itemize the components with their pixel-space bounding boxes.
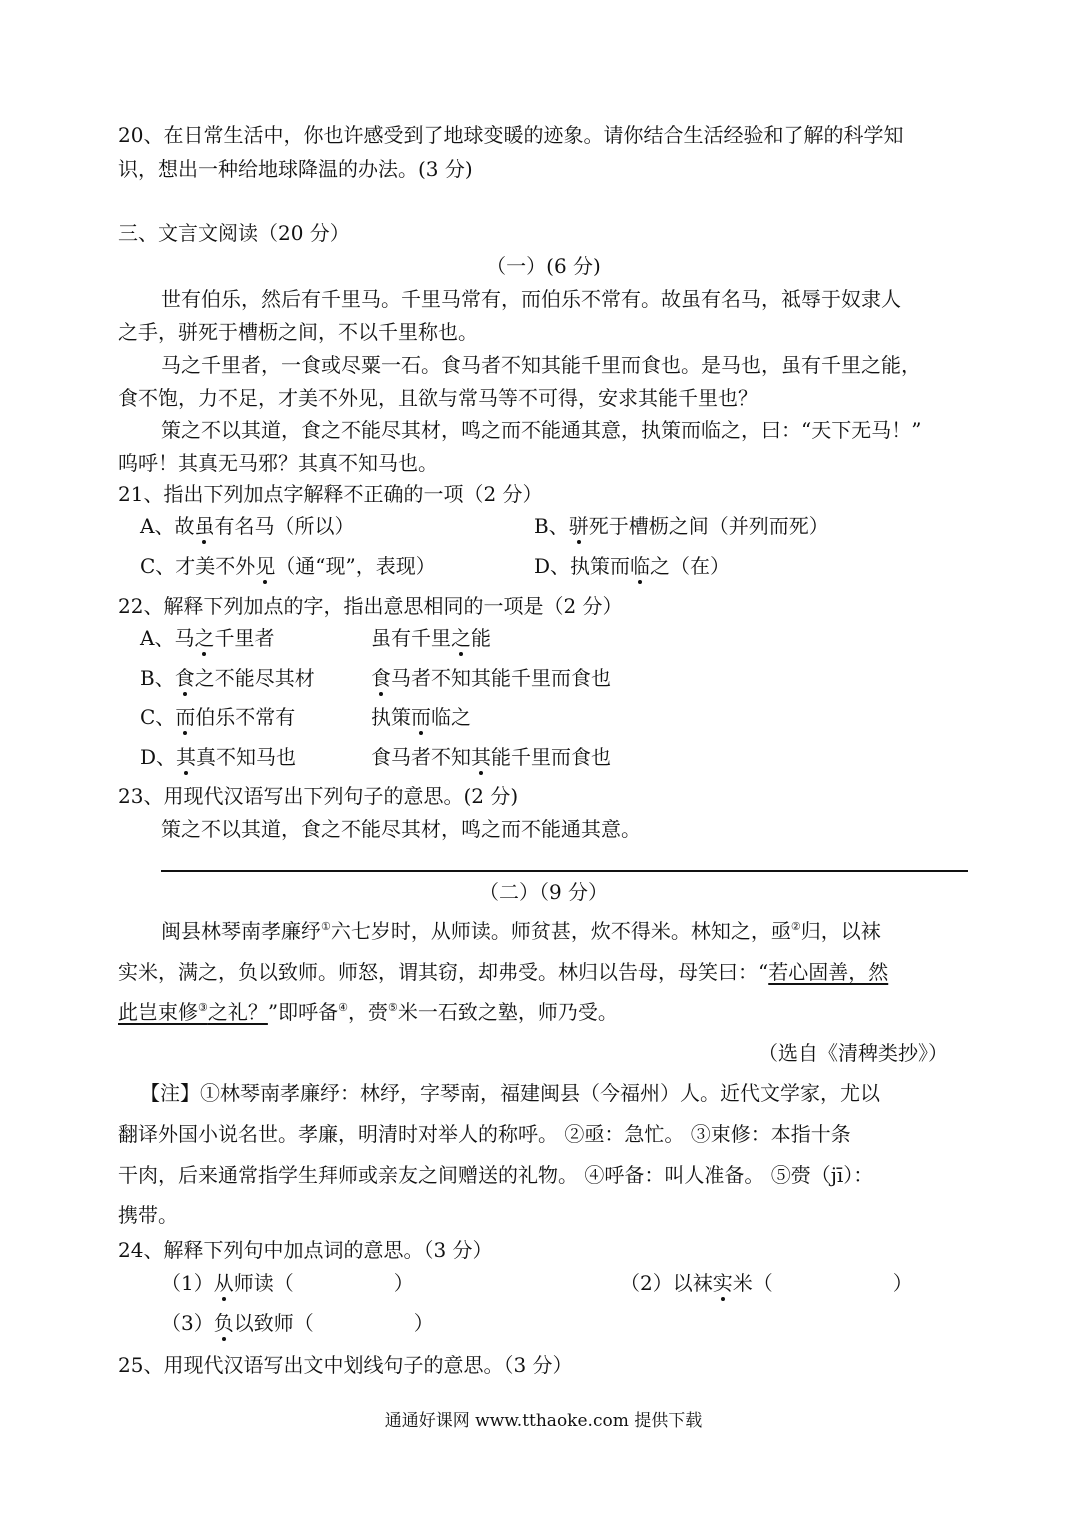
q22-stem: 22、解释下列加点的字，指出意思相同的一项是（2 分） [118,594,623,618]
q22-text: 马者不知其能千里而食也 [391,666,611,690]
q22-a-right [371,626,491,650]
q22-text: 临之 [431,705,471,729]
emphasis-dot-char: 而 [411,705,431,729]
footnote-marker: ③ [198,1001,208,1014]
emphasis-dot-char: 其 [176,745,197,769]
q22-text: 能 [471,626,491,650]
q21-b-text: B、 [534,514,569,538]
part2-line-3 [118,1000,618,1024]
q22-a-left [140,626,274,650]
part2-line-2 [118,960,888,984]
q22-text: D、 [140,745,177,769]
q21-b-text-2: 死于槽枥之间（并列而死） [588,514,829,538]
section-divider [161,870,968,872]
q22-text: 之不能尽其材 [194,666,315,690]
emphasis-dot-char: 虽 [194,514,215,538]
q22-c-left [140,705,295,729]
passage-text: 实米，满之，负以致师。师怒，谓其窃，却弗受。林归以告母，母笑曰：“ [118,960,769,984]
q23-sentence: 策之不以其道，食之不能尽其材，鸣之而不能通其意。 [161,817,641,841]
passage-text: ，赍 [347,1000,388,1024]
q22-b-right [371,666,611,690]
q22-text: 食马者不知 [371,745,471,769]
source-citation: （选自《清稗类抄》） [758,1041,948,1065]
footnote-marker: ② [790,920,801,933]
q22-b-left [140,666,315,690]
emphasis-dot-char: 临 [630,554,651,578]
footnote-marker: ① [321,920,331,933]
q21-d-text-2: 之（在） [650,554,731,578]
footnote-marker: ④ [338,1001,348,1014]
q22-text: 伯乐不常有 [195,705,296,729]
q21-stem: 21、指出下列加点字解释不正确的一项（2 分） [118,482,543,506]
part1-p1-line2: 之手，骈死于槽枥之间，不以千里称也。 [118,320,478,344]
q20-line-2: 识，想出一种给地球降温的办法。(3 分) [118,157,473,181]
passage-text: 米一石致之塾，师乃受。 [397,1000,618,1024]
passage-text: 闽县林琴南孝廉纾 [161,919,321,943]
part1-p2-line2: 食不饱，力不足，才美不外见，且欲与常马等不可得，安求其能千里也？ [118,386,758,410]
emphasis-dot-char: 负 [213,1311,234,1335]
part1-p3-line1: 策之不以其道，食之不能尽其材，鸣之而不能通其意，执策而临之，曰：“天下无马！” [161,418,922,442]
emphasis-dot-char: 食 [371,666,391,690]
q21-c-text-2: （通“现”，表现） [275,554,436,578]
note-line-3: 干肉，后来通常指学生拜师或亲友之间赠送的礼物。 ④呼备：叫人准备。 ⑤赍（jī）： [118,1163,874,1187]
q24-text: （1） [161,1271,214,1295]
emphasis-dot-char: 之 [451,626,471,650]
passage-text: ”即呼备 [267,1000,339,1024]
part1-p3-line2: 呜呼！其真无马邪？其真不知马也。 [118,451,438,475]
note-line-4: 携带。 [118,1203,178,1227]
q25-stem: 25、用现代汉语写出文中划线句子的意思。（3 分） [118,1353,573,1377]
q21-d-text: D、执策而 [534,554,631,578]
part2-line-1 [161,919,881,943]
q24-text: 以致师（ ） [233,1311,434,1335]
q22-text: 千里者 [214,626,275,650]
q20-line-1: 20、在日常生活中，你也许感受到了地球变暖的迹象。请你结合生活经验和了解的科学知 [118,123,904,147]
q22-d-right [371,745,611,769]
q24-stem: 24、解释下列句中加点词的意思。（3 分） [118,1238,493,1262]
q24-item-1 [161,1271,414,1295]
footnote-marker: ⑤ [387,1001,398,1014]
q21-option-b [534,514,829,538]
emphasis-dot-char: 见 [255,554,276,578]
emphasis-dot-char: 从 [213,1271,234,1295]
part2-heading: （二）（9 分） [478,880,609,904]
q24-text: （3） [161,1311,214,1335]
emphasis-dot-char: 骈 [568,514,589,538]
q23-stem: 23、用现代汉语写出下列句子的意思。(2 分) [118,784,519,808]
q21-option-a [140,514,354,538]
part1-heading: （一）(6 分) [486,254,601,278]
q22-c-right [371,705,471,729]
q24-text: 师读（ ） [233,1271,414,1295]
q22-text: 虽有千里 [371,626,451,650]
q22-text: A、马 [140,626,195,650]
q21-a-text-2: 有名马（所以） [214,514,355,538]
q21-option-d [534,554,730,578]
q24-item-3 [161,1311,434,1335]
passage-text: 归，以袜 [800,919,881,943]
q21-c-text: C、才美不外 [140,554,256,578]
q22-text: C、 [140,705,176,729]
emphasis-dot-char: 而 [175,705,196,729]
q24-text: （2）以袜 [620,1271,713,1295]
q22-d-left [140,745,296,769]
underlined-sentence [118,1000,268,1024]
q21-a-text: A、故 [140,514,195,538]
note-line-1: 【注】①林琴南孝廉纾：林纾，字琴南，福建闽县（今福州）人。近代文学家，尤以 [140,1081,880,1105]
passage-text: 六七岁时，从师读。师贫甚，炊不得米。林知之，亟 [330,919,791,943]
q22-text: 真不知马也 [196,745,297,769]
section-title: 三、文言文阅读（20 分） [118,221,350,245]
q24-text: 米（ ） [732,1271,913,1295]
part1-p1-line1: 世有伯乐，然后有千里马。千里马常有，而伯乐不常有。故虽有名马，祗辱于奴隶人 [161,287,901,311]
passage-text: 此岂束修 [118,1000,198,1024]
emphasis-dot-char: 食 [174,666,195,690]
underlined-sentence: 若心固善，然 [768,960,889,984]
emphasis-dot-char: 其 [471,745,491,769]
q21-option-c [140,554,436,578]
emphasis-dot-char: 之 [194,626,215,650]
q24-item-2 [620,1271,913,1295]
q22-text: 执策 [371,705,411,729]
emphasis-dot-char: 实 [712,1271,733,1295]
passage-text: 之礼？ [207,1000,268,1024]
q22-text: B、 [140,666,175,690]
page-footer: 通通好课网 www.tthaoke.com 提供下载 [384,1411,703,1431]
q22-text: 能千里而食也 [491,745,611,769]
part1-p2-line1: 马之千里者，一食或尽粟一石。食马者不知其能千里而食也。是马也，虽有千里之能， [161,353,921,377]
note-line-2: 翻译外国小说名世。孝廉，明清时对举人的称呼。 ②亟：急忙。 ③束修：本指十条 [118,1122,851,1146]
